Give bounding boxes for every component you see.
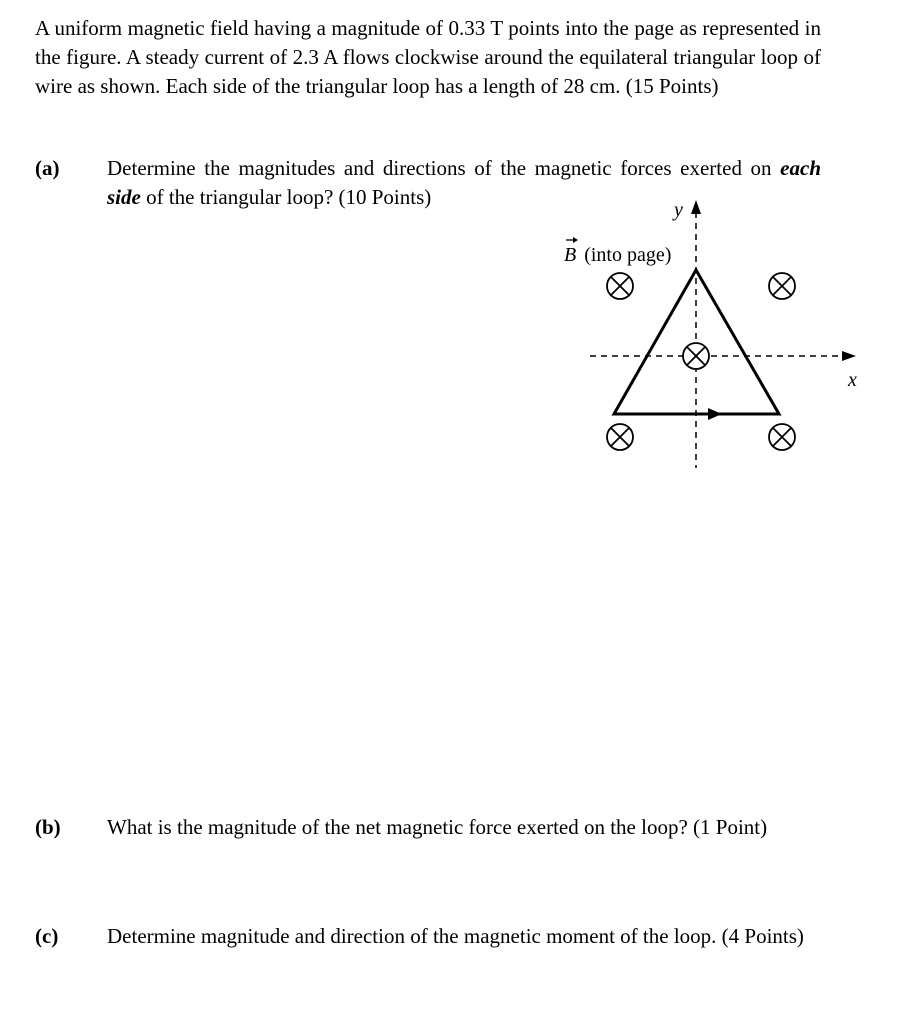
current-arrow	[708, 408, 722, 420]
question-a-text-start: Determine the magnitudes and directions of the magnetic forces exerted on	[107, 156, 781, 180]
field-vector-bar-tip	[573, 237, 578, 243]
into-page-symbol-center	[683, 343, 709, 369]
triangle-loop-figure	[560, 190, 880, 480]
question-a-emphasis: each side	[107, 156, 821, 209]
question-c-text: Determine magnitude and direction of the magnetic moment of the loop. (4 Points)	[107, 924, 804, 948]
into-page-symbol-bottom-right	[769, 424, 795, 450]
y-axis-arrowhead	[691, 200, 701, 214]
problem-statement: A uniform magnetic field having a magnitude of 0.33 T points into the page as represented in the figure. A steady current of 2.3 A flows clockwise around the equilateral triangular loop of wire as shown. Each side of the triangular loop has a length of 28 cm. (15 Points)	[35, 16, 821, 98]
into-page-symbol-top-right	[769, 273, 795, 299]
question-a-text-end: of the triangular loop? (10 Points)	[140, 185, 432, 209]
x-axis-label: x	[848, 369, 857, 391]
question-b-label: (b)	[35, 815, 61, 839]
y-axis-label: y	[674, 199, 683, 221]
into-page-symbol-bottom-left	[607, 424, 633, 450]
question-c-label: (c)	[35, 924, 59, 948]
question-a-label: (a)	[35, 156, 60, 180]
into-page-symbol-top-left	[607, 273, 633, 299]
field-note: (into page)	[584, 244, 672, 266]
field-label	[564, 244, 671, 266]
question-b-text: What is the magnitude of the net magnetic force exerted on the loop? (1 Point)	[107, 815, 768, 839]
field-symbol: B	[564, 244, 577, 266]
x-axis-arrowhead	[842, 351, 856, 361]
